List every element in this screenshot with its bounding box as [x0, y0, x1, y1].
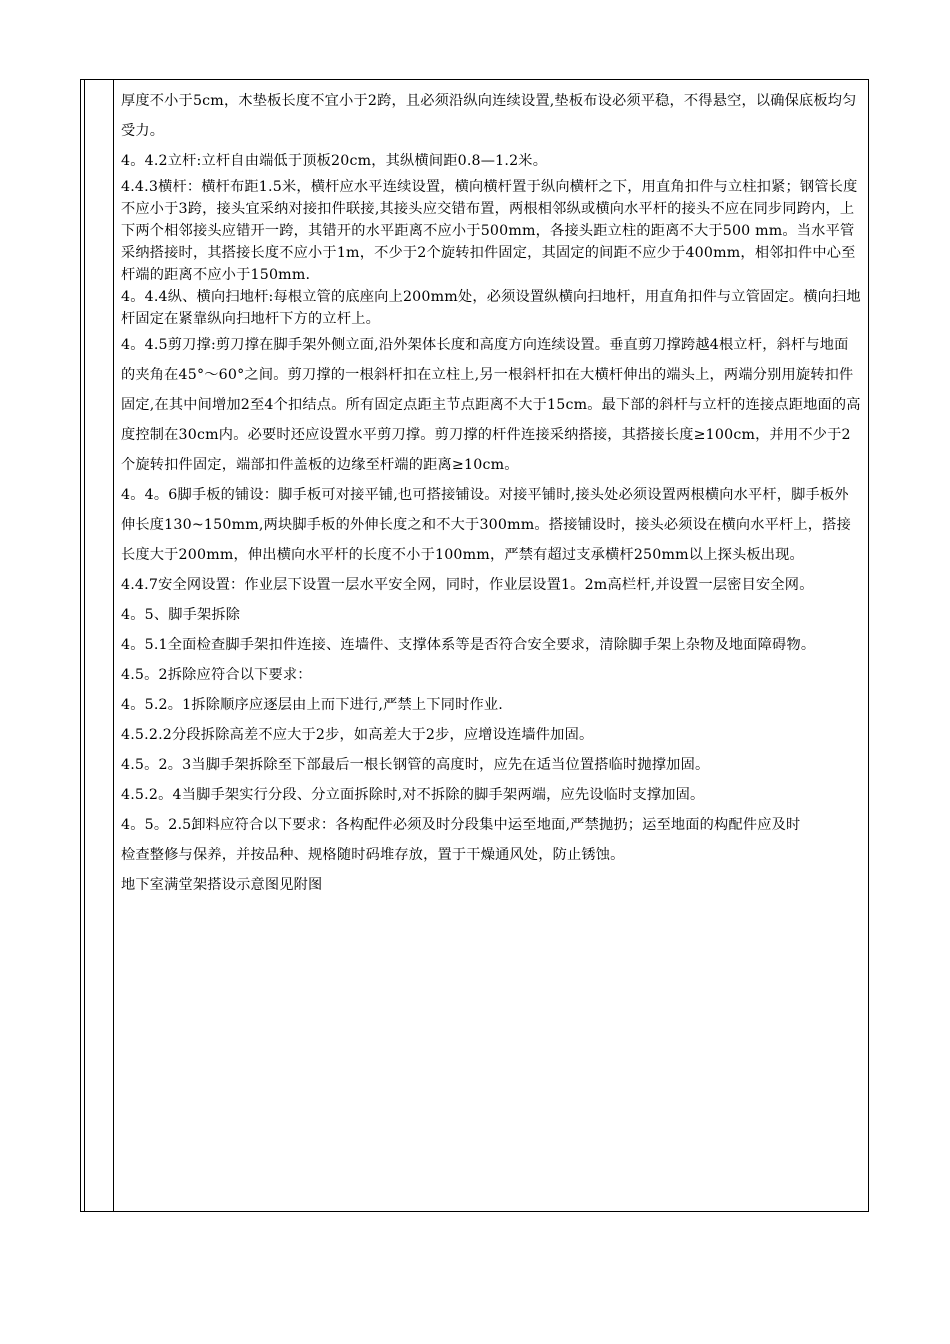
paragraph-4-4-6: 4。4。6脚手板的铺设：脚手板可对接平铺,也可搭接铺设。对接平铺时,接头处必须设置两根横向水平杆，脚手板外伸长度130~150mm,两块脚手板的外伸长度之和不大于300mm。搭接铺设时，接头必须设在横向水平杆上，搭接长度大于200mm，伸出横向水平杆的长度不小于100mm，严禁有超过支承横杆250mm以上探头板出现。 [121, 487, 851, 563]
table-inner-border [84, 79, 85, 1212]
paragraph-4-4-3: 4.4.3横杆：横杆布距1.5米，横杆应水平连续设置，横向横杆置于纵向横杆之下，用直角扣件与立柱扣紧；钢管长度不应小于3跨，接头宜采纳对接扣件联接,其接头应交错布置，两根相邻纵或横向水平杆的接头不应在同步同跨内，上下两个相邻接头应错开一跨，其错开的水平距离不应小于500mm，各接头距立柱的距离不大于500 mm。当水平管采纳搭接时，其搭接长度不应小于1m，不少于2个旋转扣件固定，其固定的间距不应少于400mm，相邻扣件中心至杆端的距离不应小于150mm. [121, 179, 858, 283]
paragraph-4-4-4: 4。4.4纵、横向扫地杆:每根立管的底座向上200mm处，必须设置纵横向扫地杆，用直角扣件与立管固定。横向扫地杆固定在紧靠纵向扫地杆下方的立杆上。 [121, 289, 861, 327]
table-left-column [80, 79, 114, 1212]
paragraph-4-5-2-4: 4.5.2。4当脚手架实行分段、分立面拆除时,对不拆除的脚手架两端，应先设临时支撑加固。 [121, 787, 705, 803]
paragraph-4-5-1: 4。5.1全面检查脚手架扣件连接、连墙件、支撑体系等是否符合安全要求，清除脚手架上杂物及地面障碍物。 [121, 637, 816, 653]
paragraph-4-4-7: 4.4.7安全网设置：作业层下设置一层水平安全网，同时，作业层设置1。2m高栏杆,并设置一层密目安全网。 [121, 577, 814, 593]
paragraph-base-plate: 厚度不小于5cm，木垫板长度不宜小于2跨，且必须沿纵向连续设置,垫板布设必须平稳，不得悬空，以确保底板均匀受力。 [121, 93, 857, 139]
section-heading-4-5: 4。5、脚手架拆除 [121, 607, 241, 623]
paragraph-appendix-note: 地下室满堂架搭设示意图见附图 [121, 877, 323, 893]
paragraph-maintenance: 检查整修与保养，并按品种、规格随时码堆存放，置于干燥通风处，防止锈蚀。 [121, 847, 625, 863]
paragraph-4-5-2-2: 4.5.2.2分段拆除高差不应大于2步，如高差大于2步，应增设连墙件加固。 [121, 727, 594, 743]
paragraph-4-5-2-1: 4。5.2。1拆除顺序应逐层由上而下进行,严禁上下同时作业. [121, 697, 503, 713]
paragraph-4-5-2: 4.5。2拆除应符合以下要求： [121, 667, 312, 683]
paragraph-4-5-2-3: 4.5。2。3当脚手架拆除至下部最后一根长钢管的高度时，应先在适当位置搭临时抛撑加固。 [121, 757, 710, 773]
paragraph-4-4-5: 4。4.5剪刀撑:剪刀撑在脚手架外侧立面,沿外架体长度和高度方向连续设置。垂直剪刀撑跨越4根立杆，斜杆与地面的夹角在45°～60°之间。剪刀撑的一根斜杆扣在立柱上,另一根斜杆扣在大横杆伸出的端头上，两端分别用旋转扣件固定,在其中间增加2至4个扣结点。所有固定点距主节点距离不大于15cm。最下部的斜杆与立杆的连接点距地面的高度控制在30cm内。必要时还应设置水平剪刀撑。剪刀撑的杆件连接采纳搭接，其搭接长度≥100cm，并用不少于2个旋转扣件固定，端部扣件盖板的边缘至杆端的距离≥10cm。 [121, 337, 861, 473]
paragraph-4-4-2: 4。4.2立杆:立杆自由端低于顶板20cm，其纵横间距0.8—1.2米。 [121, 153, 548, 169]
paragraph-4-5-2-5: 4。5。2.5卸料应符合以下要求：各构配件必须及时分段集中运至地面,严禁抛扔；运至地面的构配件应及时 [121, 817, 801, 833]
document-body [121, 86, 861, 900]
